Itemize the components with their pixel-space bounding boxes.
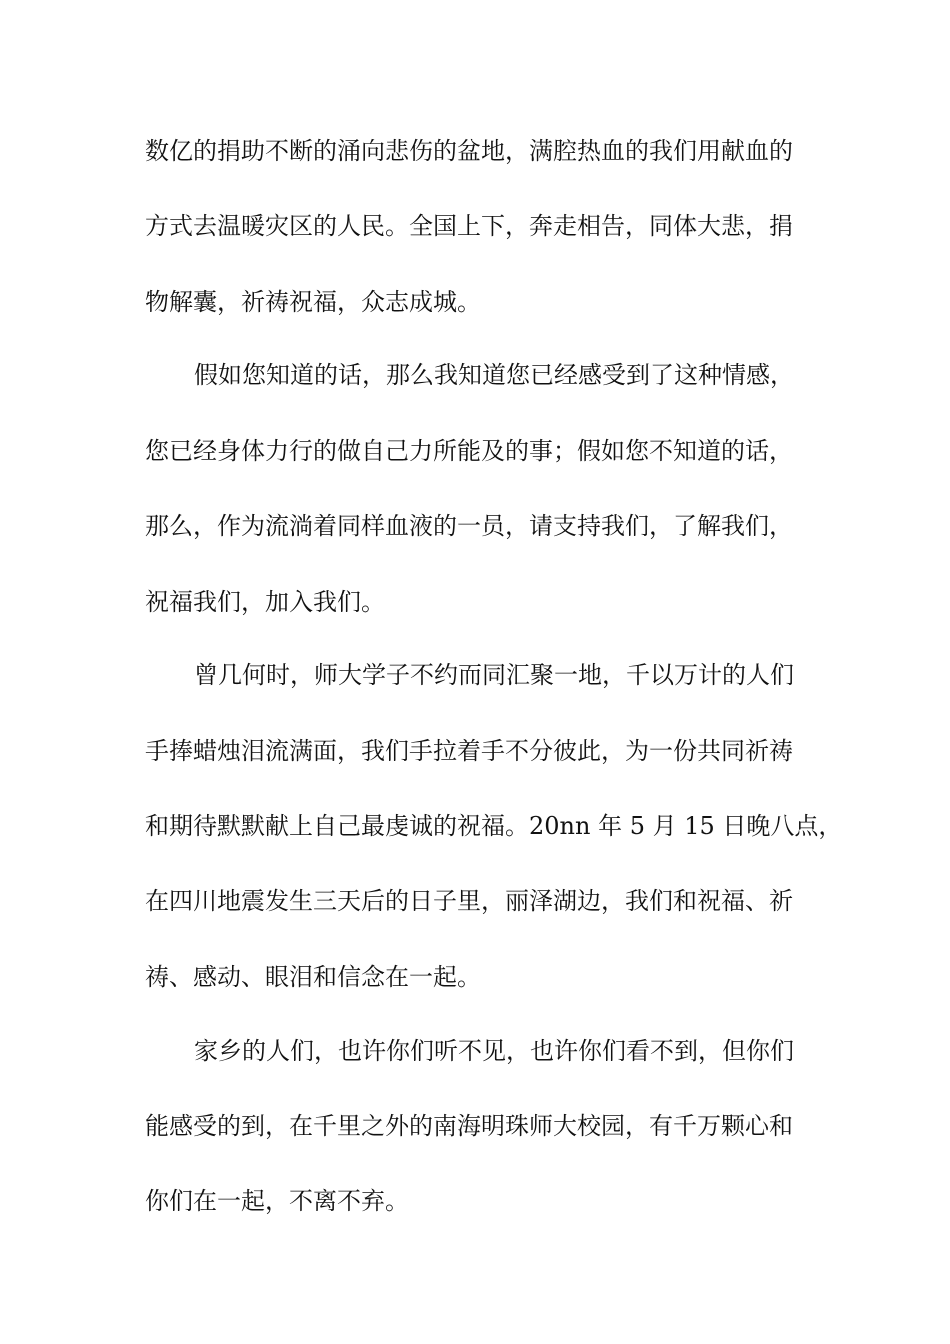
- text-line: 你们在一起，不离不弃。: [145, 1187, 409, 1215]
- paragraph-first-line: 家乡的人们，也许你们听不见，也许你们看不到，但你们: [194, 1037, 794, 1065]
- text-line: 物解囊，祈祷祝福，众志成城。: [145, 288, 481, 316]
- text-line: 在四川地震发生三天后的日子里，丽泽湖边，我们和祝福、祈: [145, 887, 793, 915]
- text-line: 那么，作为流淌着同样血液的一员，请支持我们，了解我们，: [145, 512, 793, 540]
- paragraph-first-line: 假如您知道的话，那么我知道您已经感受到了这种情感，: [194, 361, 794, 389]
- text-line: 能感受的到，在千里之外的南海明珠师大校园，有千万颗心和: [145, 1112, 793, 1140]
- text-line: 手捧蜡烛泪流满面，我们手拉着手不分彼此，为一份共同祈祷: [145, 737, 793, 765]
- paragraph-first-line: 曾几何时，师大学子不约而同汇聚一地，千以万计的人们: [194, 661, 794, 689]
- text-line: 数亿的捐助不断的涌向悲伤的盆地，满腔热血的我们用献血的: [145, 137, 793, 165]
- text-line: 您已经身体力行的做自己力所能及的事；假如您不知道的话，: [145, 437, 793, 465]
- text-line: 方式去温暖灾区的人民。全国上下，奔走相告，同体大悲，捐: [145, 212, 793, 240]
- text-line: 和期待默默献上自己最虔诚的祝福。20nn 年 5 月 15 日晚八点，: [145, 812, 843, 840]
- text-line: 祝福我们，加入我们。: [145, 588, 385, 616]
- text-line: 祷、感动、眼泪和信念在一起。: [145, 963, 481, 991]
